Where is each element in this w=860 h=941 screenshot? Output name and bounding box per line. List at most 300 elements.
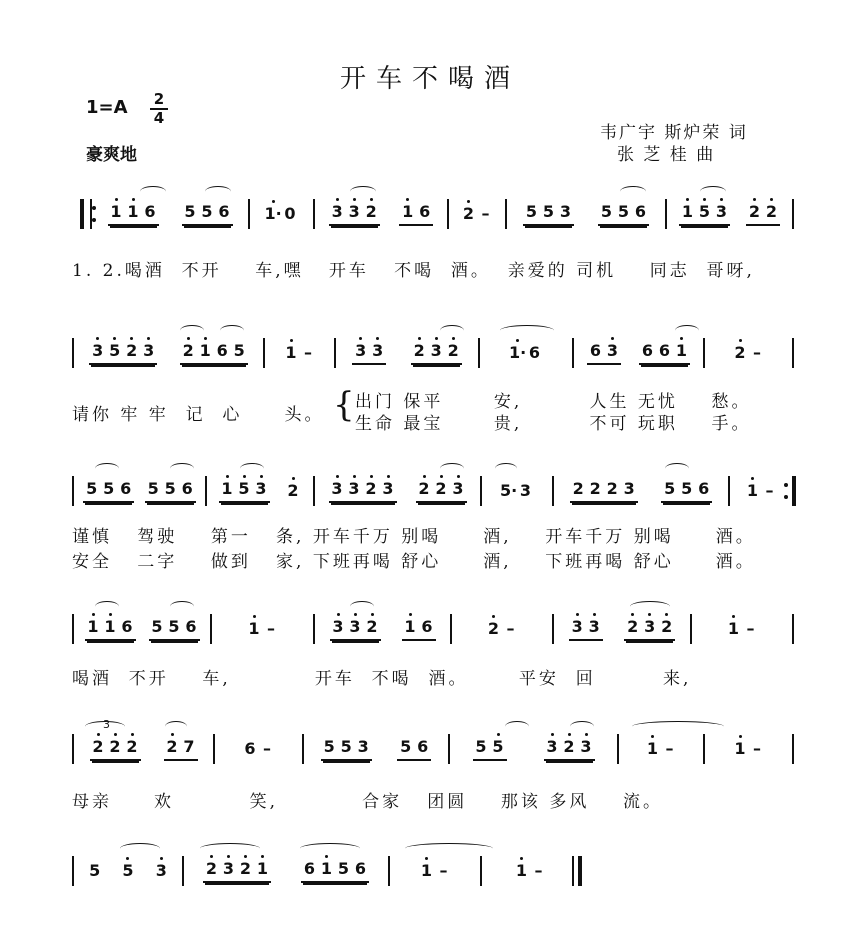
note: 2 [746,203,763,221]
slur-mark [630,601,670,612]
note: 2 [433,480,450,498]
note-group [85,618,136,641]
measure [216,609,309,649]
note-group [329,480,397,503]
bar-line [334,338,336,368]
measure [319,609,446,649]
note: 1 [732,740,749,758]
measure [308,729,444,769]
note: 2 [589,478,601,498]
note: 2 [606,478,618,498]
measure [78,471,201,511]
measure [671,194,788,234]
slur-mark [220,325,244,336]
note: 2 [572,478,584,498]
slur-mark [180,325,204,336]
bar-line [703,734,705,764]
bar-line [450,614,452,644]
note: 3 [559,201,572,221]
note: 3 [347,618,364,636]
triplet-mark: 3 [103,718,110,731]
lyric-line-2: 请你 牢 牢 记 心 头。 [72,405,325,425]
measure [78,333,259,373]
note-group [86,862,103,880]
note: 2 [485,620,502,638]
note: 2 [90,738,107,756]
note: 5 [490,738,507,756]
note: 6 [303,858,316,878]
note-group [639,342,690,365]
slur-mark [620,186,646,197]
slur-mark [350,601,374,612]
measure [78,609,206,649]
measure [454,729,613,769]
song-title: 开车不喝酒 [339,64,520,94]
note: 3 [140,342,157,360]
bar-line [248,199,250,229]
measure [558,471,724,511]
note: 1 [679,203,696,221]
note: 5 [164,478,176,498]
measure [453,194,501,234]
note: 5 [323,736,335,756]
measure [709,333,788,373]
measure [188,851,384,891]
sustain-dash: – [665,739,674,758]
note: 5 [681,478,693,498]
note-group [411,342,462,365]
bar-line [313,476,315,506]
note: 6 [698,478,710,498]
note: 1 [725,620,742,638]
sustain-dash: – [304,343,312,362]
bar-line [480,476,482,506]
note-group [265,205,299,223]
bar-line [792,734,794,764]
bar-line [617,734,619,764]
notation-row [0,731,860,791]
note-group [89,342,157,365]
sustain-dash: – [765,481,774,500]
bar-line [792,476,796,506]
note: 6 [354,858,367,878]
bar-line [505,199,507,229]
bar-line [182,856,184,886]
note: 2 [203,860,220,878]
bar-line [263,338,265,368]
slur-mark [440,325,464,336]
note-group [329,203,380,226]
bar-line [72,614,74,644]
note: 3 [428,342,445,360]
note: 5 [340,736,352,756]
bar-line [213,734,215,764]
note: 5 [151,616,163,636]
note: 1· [264,204,282,223]
note: 2 [363,480,380,498]
note: 5 [542,201,555,221]
note: 2 [180,342,197,360]
note: 3 [330,618,347,636]
note-group [418,862,452,880]
slur-mark [120,843,160,854]
slur-mark [170,601,194,612]
slur-mark [405,843,493,854]
slur-mark [205,186,231,197]
note: 6 [421,616,433,636]
note: 1 [644,740,661,758]
measure [486,471,548,511]
sustain-dash: – [753,739,761,758]
lyric-line-4: 喝酒 不开 车, 开车 不喝 酒。 平安 回 来, [72,669,692,689]
note-group [746,203,780,226]
measure [486,851,574,891]
note-group [644,740,678,758]
note-group [399,203,433,226]
key-signature: 1=A [86,97,128,118]
note: 3 [641,618,658,636]
note: 2 [624,618,641,636]
note: 5 [119,862,136,880]
measure [456,609,548,649]
sustain-dash: – [439,861,448,880]
bar-line [552,476,554,506]
note: 1 [744,482,761,500]
sustain-dash: – [481,204,490,223]
note: 1 [246,620,263,638]
note: 3 [380,480,397,498]
note: 2 [658,618,675,636]
measure [696,609,788,649]
note: 5 [201,201,213,221]
note-group [83,480,134,503]
note: 3 [450,480,467,498]
slur-mark [165,721,187,732]
note: 3 [544,738,561,756]
note-group [725,620,759,638]
note: 6 [244,739,256,758]
note: 5 [106,342,123,360]
bar-line [302,734,304,764]
note-group [661,480,712,503]
measure [319,471,476,511]
note: 2 [732,344,749,362]
note: 3 [346,203,363,221]
note: 3 [253,480,270,498]
note: 3 [220,860,237,878]
note: 1 [513,862,530,880]
note: 5 [617,201,630,221]
bar-line [210,614,212,644]
slur-mark [632,721,724,732]
note: 1 [418,862,435,880]
note: 5 [236,480,253,498]
measure [78,729,209,769]
note: 3 [519,481,532,500]
lyric-line-2a: 出门 保平 安, 人生 无忧 愁。 [355,392,752,412]
note: 5 [475,736,487,756]
note-group [203,860,271,883]
note: 5· [500,481,518,500]
note-group [569,618,603,641]
note-group [145,480,196,503]
note: 6 [417,736,429,756]
note-group [416,480,467,503]
note: 2 [285,482,302,500]
note: 2 [416,480,433,498]
note-group [624,618,675,641]
note: 6 [528,343,541,362]
bar-line [703,338,705,368]
note: 5 [233,340,245,360]
note-group [509,344,543,362]
note-group [164,738,198,761]
slur-mark [665,463,689,474]
note: 5 [89,861,101,880]
note: 5 [184,201,196,221]
note-group [513,862,547,880]
note-group [732,740,766,758]
note-group [679,203,730,226]
note-group [732,344,766,362]
slur-mark [570,721,594,732]
note-group [352,342,386,365]
note-group [397,738,431,761]
note: 6 [419,201,431,221]
composer-credit: 张 芝 桂 曲 [617,145,716,165]
note-group [119,862,136,880]
slur-mark [170,463,194,474]
note: 2 [363,203,380,221]
lyric-line-2b: 生命 最宝 贵, 不可 玩职 手。 [355,414,752,434]
note: 2 [123,342,140,360]
sustain-dash: – [753,343,761,362]
slur-mark [95,601,119,612]
measure [340,333,474,373]
slur-mark [140,186,166,197]
bar-line [480,856,482,886]
note: 3 [569,618,586,636]
time-signature-top: 2 [153,90,165,108]
note: 1 [85,618,102,636]
note: 1· [509,343,527,362]
slur-mark [675,325,699,336]
note: 5 [103,478,115,498]
measure [394,851,476,891]
note: 5 [147,478,159,498]
note-group [108,203,159,226]
note: 1 [108,203,125,221]
note-group [321,738,372,761]
bar-line [72,734,74,764]
measure [623,729,699,769]
note: 3 [346,480,363,498]
note: 0 [284,204,296,223]
sustain-dash: – [506,619,515,638]
bar-line [690,614,692,644]
lyric-line-3b: 安全 二字 做到 家, 下班再喝 舒心 酒, 下班再喝 舒心 酒。 [72,552,756,572]
note: 3 [369,342,386,360]
note: 6 [218,201,230,221]
note: 5 [664,478,676,498]
note: 1 [399,203,416,221]
note: 1 [125,203,142,221]
note: 5 [86,478,98,498]
note: 2 [107,738,124,756]
bar-line [665,199,667,229]
slur-mark [95,463,119,474]
note-group [500,482,534,500]
note: 2 [445,342,462,360]
bar-line [792,338,794,368]
note-group [301,860,369,883]
note: 1 [283,344,300,362]
measure [484,333,568,373]
measure [211,471,309,511]
note: 1 [673,342,690,360]
note: 2 [364,618,381,636]
slur-mark [495,463,517,474]
note: 6 [216,340,228,360]
lyricist-credit: 韦广宇 斯炉荣 词 [600,123,748,143]
note-group [285,482,302,500]
note: 2 [763,203,780,221]
slur-mark [440,463,464,474]
note-group [90,738,141,761]
bar-line [72,338,74,368]
note: 2 [237,860,254,878]
time-signature [150,92,168,126]
note: 3 [623,478,635,498]
bar-line [90,199,92,229]
slur-mark [500,325,554,336]
note-group [330,618,381,641]
measure [709,729,788,769]
note: 2 [460,205,477,223]
note: 5 [525,201,538,221]
bar-line [388,856,390,886]
slur-mark [300,843,360,854]
measure [78,851,178,891]
note-group [485,620,519,638]
notation-row [0,611,860,671]
bar-line [313,614,315,644]
bar-line [552,614,554,644]
note: 6 [641,340,654,360]
note-group [460,205,494,223]
bar-line [792,199,794,229]
time-signature-bottom: 4 [153,109,165,127]
measure [254,194,309,234]
note: 6 [181,478,193,498]
verse-brace: { [333,385,355,425]
note-group [153,862,170,880]
note: 1 [197,342,214,360]
bar-line [205,476,207,506]
bar-line [72,856,74,886]
note-group [523,203,574,226]
tempo-marking: 豪爽地 [86,145,137,165]
note-group [473,738,507,761]
note-group [587,342,621,365]
slur-mark [240,463,264,474]
note: 3 [604,342,621,360]
slur-mark [505,721,529,732]
note: 6 [658,340,671,360]
bar-line [478,338,480,368]
note-group [182,203,233,226]
bar-line [728,476,730,506]
note: 5 [400,736,412,756]
note-group [219,480,270,503]
slur-mark [700,186,726,197]
note-group [544,738,595,761]
measure [319,194,443,234]
note: 1 [102,618,119,636]
bar-line [448,734,450,764]
bar-line [572,338,574,368]
bar-line [578,856,582,886]
note-group [744,482,778,500]
repeat-start-bar [80,199,84,229]
notation-row [0,853,860,913]
note: 5 [337,858,350,878]
note: 2 [124,738,141,756]
measure [96,194,244,234]
notation-row [0,196,860,256]
note: 5 [168,616,180,636]
note: 3 [357,736,369,756]
sustain-dash: – [267,619,275,638]
measure [558,609,686,649]
bar-line [792,614,794,644]
note: 5 [696,203,713,221]
slur-mark [350,186,376,197]
bar-line [72,476,74,506]
note: 6 [634,201,647,221]
note: 3 [329,480,346,498]
note-group [570,480,638,503]
sustain-dash: – [263,739,271,758]
note-group [598,203,649,226]
note: 2 [164,738,181,756]
note: 6 [121,616,133,636]
lyric-line-3a: 谨慎 驾驶 第一 条, 开车千万 别喝 酒, 开车千万 别喝 酒。 [72,527,756,547]
note: 3 [153,862,170,880]
note: 3 [352,342,369,360]
bar-line [447,199,449,229]
note: 5 [600,201,613,221]
note-group [246,620,280,638]
measure [578,333,699,373]
measure [511,194,661,234]
sustain-dash: – [746,619,755,638]
note: 3 [578,738,595,756]
lyric-line-5: 母亲 欢 笑, 合家 团圆 那该 多风 流。 [72,792,663,812]
note-group [402,618,436,641]
note: 1 [402,618,419,636]
note-group [283,344,317,362]
note: 6 [144,201,156,221]
note: 7 [183,736,195,756]
note: 6 [120,478,132,498]
note-group [149,618,200,641]
note: 3 [329,203,346,221]
note: 6 [589,340,602,360]
note: 6 [185,616,197,636]
measure [219,729,298,769]
bar-line [313,199,315,229]
